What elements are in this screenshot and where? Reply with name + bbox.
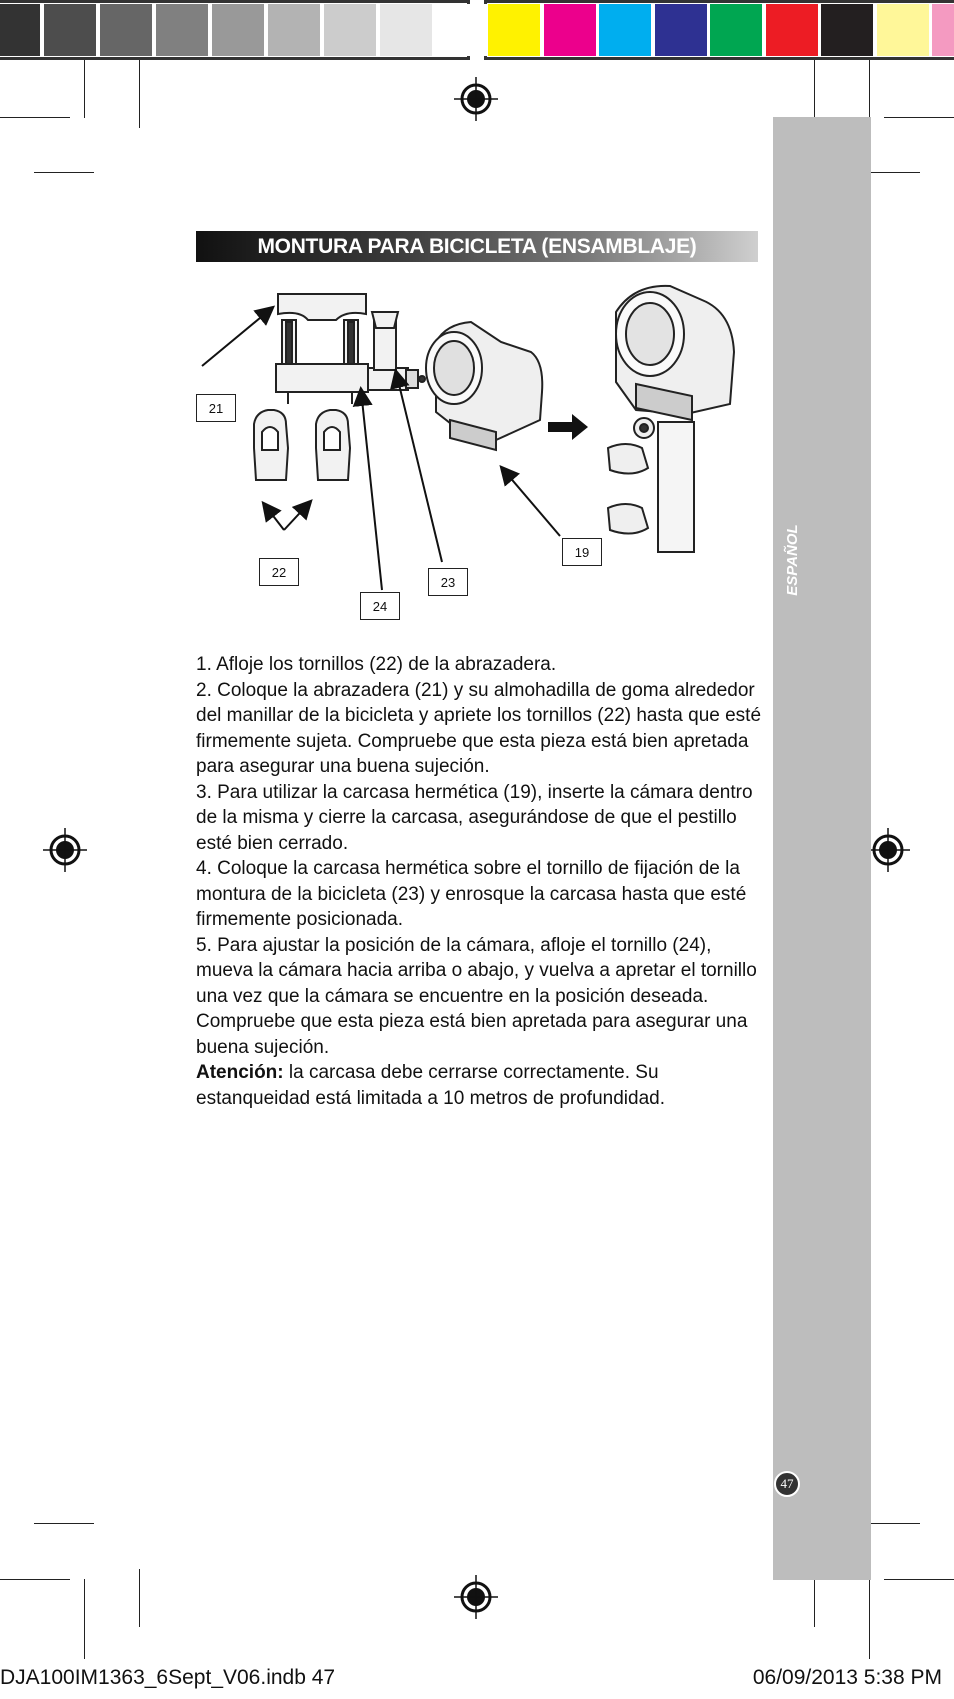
gray-swatch — [44, 4, 96, 56]
color-swatch — [766, 4, 818, 56]
color-swatch — [932, 4, 954, 56]
gray-swatch — [436, 4, 488, 56]
step-1: 1. Afloje los tornillos (22) de la abrazadera. — [196, 654, 557, 675]
clamp-assembly — [276, 294, 425, 404]
color-swatch — [877, 4, 929, 56]
assembly-figure — [196, 272, 756, 628]
callout-23: 23 — [428, 568, 468, 596]
warning-text: la carcasa debe cerrarse correctamente. Su estanqueidad está limitada a 10 metros de profundidad. — [196, 1062, 665, 1109]
section-heading: MONTURA PARA BICICLETA (ENSAMBLAJE) — [196, 231, 758, 262]
gray-swatch — [0, 4, 40, 56]
gray-swatch — [100, 4, 152, 56]
callout-21: 21 — [196, 394, 236, 422]
crop-mark — [884, 117, 954, 118]
language-side-tab — [773, 117, 871, 1580]
assembled-camera — [608, 286, 734, 552]
gray-swatch — [324, 4, 376, 56]
crop-mark — [139, 1569, 140, 1627]
step-3: 3. Para utilizar la carcasa hermética (19), inserte la cámara dentro de la misma y cierre la carcasa, asegurándose de que el pestillo esté bien cerrado. — [196, 781, 753, 854]
color-swatch — [710, 4, 762, 56]
crop-mark — [0, 117, 70, 118]
warning-label: Atención: — [196, 1062, 284, 1083]
screw-caps — [254, 410, 350, 480]
step-5: 5. Para ajustar la posición de la cámara, afloje el tornillo (24), mueva la cámara hacia arriba o abajo, y vuelva a apretar el tornillo una vez que la cámara se encuentre en la posición deseada. Compruebe que esta pieza está bien apretada para asegurar una buena sujeción. — [196, 934, 757, 1058]
page-number: 47 — [774, 1471, 800, 1497]
color-swatch — [599, 4, 651, 56]
warning — [196, 1060, 762, 1111]
callout-22: 22 — [259, 558, 299, 586]
gray-swatch — [380, 4, 432, 56]
crop-mark — [884, 1579, 954, 1580]
gray-swatch — [212, 4, 264, 56]
crop-mark — [84, 1579, 85, 1659]
instructions-text — [196, 652, 762, 1111]
slug-file-name: DJA100IM1363_6Sept_V06.indb 47 — [0, 1666, 336, 1689]
crop-mark — [84, 60, 85, 118]
registration-mark-icon — [43, 828, 87, 872]
color-swatch — [655, 4, 707, 56]
gray-swatch — [156, 4, 208, 56]
slug-date: 06/09/2013 5:38 PM — [752, 1666, 942, 1689]
color-swatch — [488, 4, 540, 56]
color-swatch — [544, 4, 596, 56]
registration-mark-icon — [454, 1575, 498, 1619]
gray-swatch — [268, 4, 320, 56]
callout-19: 19 — [562, 538, 602, 566]
step-2: 2. Coloque la abrazadera (21) y su almohadilla de goma alrededor del manillar de la bicicleta y apriete los tornillos (22) hasta que esté firmemente sujeta. Compruebe que esta pieza está bien apretada para asegurar una buena sujeción. — [196, 679, 762, 777]
crop-mark — [34, 1523, 94, 1524]
crop-mark — [139, 60, 140, 128]
registration-mark-icon — [866, 828, 910, 872]
color-swatch — [821, 4, 873, 56]
crop-mark — [869, 1579, 870, 1659]
waterproof-case — [426, 322, 542, 450]
crop-mark — [0, 1579, 70, 1580]
step-4: 4. Coloque la carcasa hermética sobre el tornillo de fijación de la montura de la bicicleta (23) y enrosque la carcasa hasta que esté firmemente posicionada. — [196, 858, 747, 930]
assembly-arrow-icon — [548, 414, 588, 440]
language-tab-label: ESPAÑOL — [783, 524, 801, 596]
callout-24: 24 — [360, 592, 400, 620]
crop-mark — [869, 60, 870, 118]
crop-mark — [34, 172, 94, 173]
registration-mark-icon — [454, 77, 498, 121]
